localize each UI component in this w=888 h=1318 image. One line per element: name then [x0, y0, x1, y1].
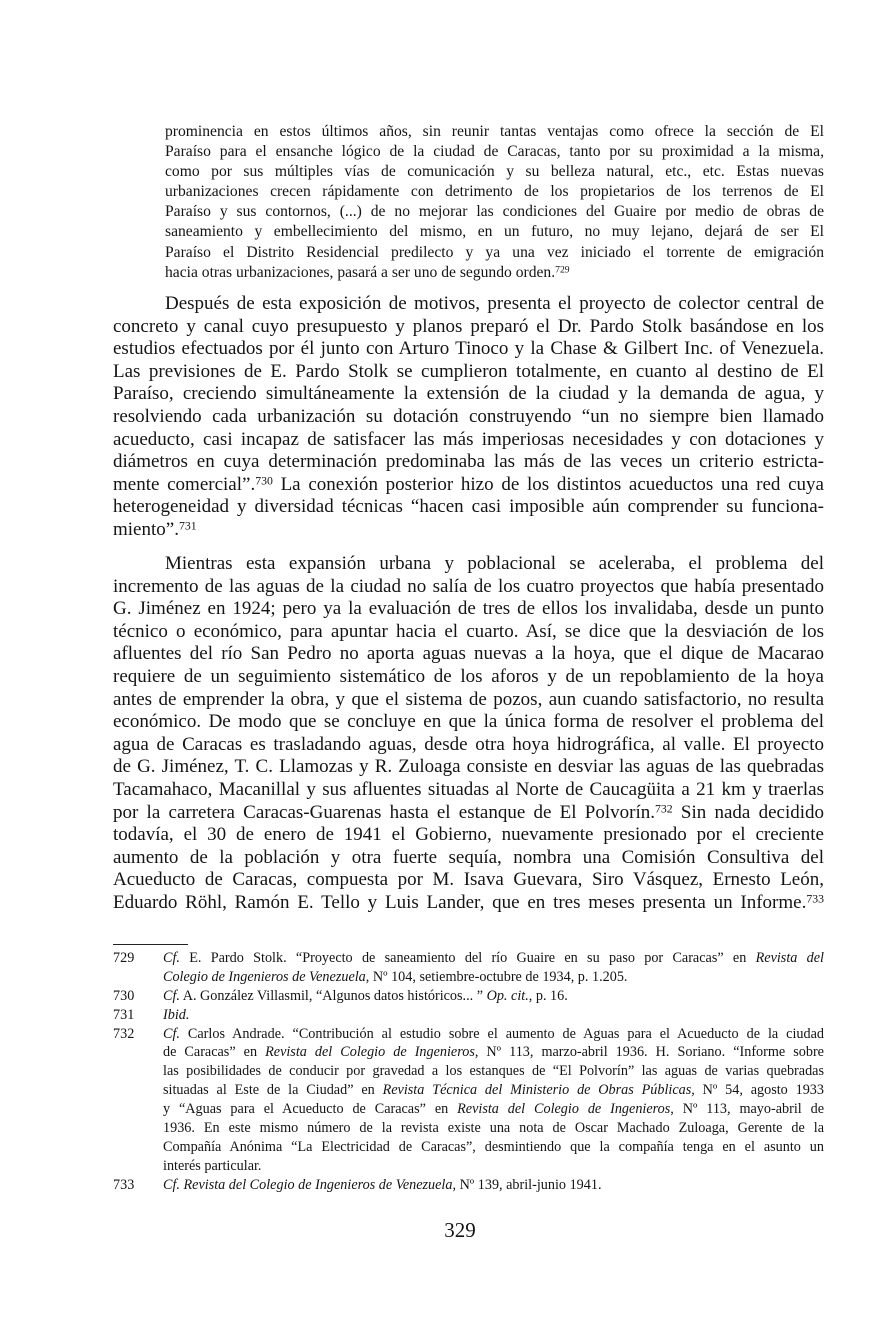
footnote-cf: Cf. — [163, 987, 180, 1004]
footnote-number: 731 — [113, 1006, 135, 1023]
paragraph-line: requiere de un seguimiento sistemático de los aforos y de un repoblamiento de la hoya — [113, 665, 824, 687]
paragraph-line: heterogeneidad y diversidad técnicas “hacen casi imposible aún comprender su funciona- — [113, 496, 824, 518]
footnote-reference[interactable]: 731 — [178, 519, 197, 533]
paragraph-text: Eduardo Röhl, Ramón E. Tello y Luis Lander, que en tres meses presenta un Informe. — [113, 891, 807, 913]
footnote-italic: Colegio de Ingenieros de Venezuela — [163, 968, 366, 985]
footnote-line — [163, 1043, 824, 1062]
footnote-number: 730 — [113, 987, 135, 1004]
quote-line: Paraíso y sus contornos, (...) de no mejorar las condiciones del Guaire por medio de obras de — [165, 203, 824, 221]
paragraph-line: incremento de las aguas de la ciudad no salía de los cuatro proyectos que había presentado — [113, 575, 824, 597]
quote-line: Paraíso para el ensanche lógico de la ciudad de Caracas, tanto por su proximidad a la misma, — [165, 143, 824, 161]
quote-text: hacia otras urbanizaciones, pasará a ser uno de segundo orden. — [165, 263, 556, 281]
footnote-cf: Cf. — [163, 950, 180, 966]
footnote-reference[interactable]: 729 — [555, 264, 570, 276]
quote-line: urbanizaciones crecen rápidamente con detrimento de los propietarios de los terrenos de El — [165, 183, 824, 201]
footnote-732 — [113, 1025, 824, 1176]
footnote-text: de Caracas” en — [163, 1044, 266, 1061]
paragraph-line: G. Jiménez en 1924; pero ya la evaluación de tres de ellos los invalidaba, desde un punto — [113, 598, 824, 620]
footnote-line — [163, 1176, 824, 1195]
paragraph-line: Paraíso, creciendo simultáneamente la extensión de la ciudad y la demanda de agua, y — [113, 383, 824, 405]
footnote-729 — [113, 949, 824, 987]
paragraph-text: Sin nada decidido — [672, 801, 824, 823]
paragraph-line-last — [113, 519, 824, 542]
footnote-text: , Nº 113, marzo-abril 1936. H. Soriano. “Informe sobre — [474, 1044, 824, 1061]
footnote-text: , Nº 104, setiembre-octubre de 1934, p. 1.205. — [365, 968, 628, 985]
footnote-separator — [113, 944, 188, 945]
footnote-reference[interactable]: 730 — [255, 474, 273, 488]
footnote-italic: Revista del — [755, 950, 824, 966]
footnote-text: situadas al Este de la Ciudad” en — [163, 1082, 383, 1099]
footnote-text: , Nº 139, abril-junio 1941. — [452, 1176, 602, 1193]
footnote-italic: Revista del Colegio de Ingenieros — [265, 1044, 475, 1061]
block-quote — [165, 122, 824, 283]
footnote-number: 732 — [113, 1025, 135, 1042]
footnote-reference[interactable]: 733 — [806, 892, 824, 906]
footnote-line — [163, 1025, 824, 1044]
footnote-number: 729 — [113, 950, 135, 966]
paragraph-line — [113, 474, 824, 497]
paragraph-line: estudios efectuados por él junto con Arturo Tinoco y la Chase & Gilbert Inc. of Venezuela. — [113, 338, 824, 360]
paragraph-text: mente comercial”. — [113, 473, 256, 495]
footnote-line: 1936. En este mismo número de la revista existe una nota de Oscar Machado Zuloaga, Gerente de la — [163, 1120, 824, 1137]
footnote-text: Carlos Andrade. “Contribución al estudio sobre el aumento de Aguas para el Acueducto de la ciudad — [179, 1025, 824, 1042]
quote-line-last — [165, 263, 824, 283]
footnote-733 — [113, 1176, 824, 1195]
paragraph-line: Acueducto de Caracas, compuesta por M. Isava Guevara, Siro Vásquez, Ernesto León, — [113, 869, 824, 891]
paragraph-line: Después de esta exposición de motivos, presenta el proyecto de colector central de — [165, 293, 824, 314]
footnote-line — [163, 1006, 824, 1025]
paragraph-text: La conexión posterior hizo de los distintos acueductos una red cuya — [272, 473, 824, 495]
paragraph-text: por la carretera Caracas-Guarenas hasta el estanque de El Polvorín. — [113, 801, 656, 823]
footnote-line — [163, 987, 824, 1006]
paragraph-line: técnico o económico, para apuntar hacia el cuarto. Así, se dice que la desviación de los — [113, 620, 824, 642]
footnote-line: Compañía Anónima “La Electricidad de Caracas”, desmintiendo que la compañía tenga en el asunto un — [163, 1138, 824, 1155]
footnote-reference[interactable]: 732 — [655, 802, 673, 816]
paragraph-line: agua de Caracas es trasladando aguas, desde otra hoya hidrográfica, al valle. El proyecto — [113, 733, 824, 755]
paragraph-line: afluentes del río San Pedro no aporta aguas nuevas a la hoya, que el dique de Macarao — [113, 643, 824, 665]
footnote-line — [163, 1100, 824, 1119]
footnote-730 — [113, 987, 824, 1006]
paragraph-line: Las previsiones de E. Pardo Stolk se cumplieron totalmente, en cuanto al destino de El — [113, 360, 824, 382]
footnote-cf: Cf. — [163, 1176, 180, 1193]
footnote-italic: Op. cit. — [486, 987, 529, 1004]
footnote-italic: Revista del Colegio de Ingenieros, — [457, 1101, 674, 1118]
footnote-number: 733 — [113, 1176, 135, 1193]
paragraph-line: concreto y canal cuyo presupuesto y planos preparó el Dr. Pardo Stolk basándose en los — [113, 315, 824, 337]
quote-line: como por sus múltiples vías de comunicación y su belleza natural, etc., etc. Estas nuevas — [165, 163, 824, 181]
body-paragraph — [113, 293, 824, 542]
footnotes — [113, 949, 824, 1195]
footnote-line — [163, 949, 824, 968]
paragraph-line — [113, 892, 824, 915]
paragraph-line: Mientras esta expansión urbana y poblacional se aceleraba, el problema del — [165, 553, 824, 574]
paragraph-line: antes de emprender la obra, y que el sistema de pozos, aun cuando satisfactorio, no resulta — [113, 688, 824, 710]
paragraph-line: diámetros en cuya determinación predominaba las más de las veces un criterio estricta- — [113, 451, 824, 473]
footnote-text: Nº 113, mayo-abril de — [673, 1101, 824, 1118]
footnote-line — [163, 968, 824, 987]
footnote-text: Nº 54, agosto 1933 — [694, 1082, 824, 1099]
paragraph-line: de G. Jiménez, T. C. Llamozas y R. Zuloaga consiste en desviar las aguas de las quebradas — [113, 756, 824, 778]
footnote-cf: Cf. — [163, 1025, 180, 1042]
paragraph-line: Tacamahaco, Macanillal y sus afluentes situadas al Norte de Caucagüita a 21 km y traerlas — [113, 778, 824, 800]
footnote-italic: Revista Técnica del Ministerio de Obras Públicas, — [382, 1082, 695, 1099]
footnote-731 — [113, 1006, 824, 1025]
paragraph-line — [113, 802, 824, 825]
footnote-text: , p. 16. — [528, 987, 568, 1004]
paragraph-line: todavía, el 30 de enero de 1941 el Gobierno, nuevamente presionado por el creciente — [113, 824, 824, 846]
paragraph-line: resolviendo cada urbanización su dotación construyendo “un no siempre bien llamado — [113, 405, 824, 427]
footnote-line: interés particular. — [163, 1157, 262, 1174]
paragraph-text: miento”. — [113, 518, 179, 540]
footnote-line: las posibilidades de conducir por gravedad a los estanques de “El Polvorín” las aguas de varias quebradas — [163, 1063, 824, 1080]
paragraph-line: acueducto, casi incapaz de satisfacer las más imperiosas necesidades y con dotaciones y — [113, 428, 824, 450]
paragraph-line: económico. De modo que se concluye en que la única forma de resolver el problema del — [113, 711, 824, 733]
footnote-text: y “Aguas para el Acueducto de Caracas” en — [163, 1101, 458, 1118]
footnote-text: A. González Villasmil, “Algunos datos históricos... ” — [179, 987, 487, 1004]
footnote-text: E. Pardo Stolk. “Proyecto de saneamiento del río Guaire en su paso por Caracas” en — [179, 950, 756, 966]
footnote-line — [163, 1081, 824, 1100]
footnote-italic: Revista del Colegio de Ingenieros de Venezuela — [179, 1176, 453, 1193]
quote-line: saneamiento y embellecimiento del mismo, en un futuro, no muy lejano, dejará de ser El — [165, 223, 824, 241]
page-number: 329 — [444, 1218, 476, 1242]
quote-line: Paraíso el Distrito Residencial predilecto y ya una vez iniciado el torrente de emigración — [165, 243, 824, 261]
footnote-italic: Ibid. — [163, 1006, 190, 1023]
body-paragraph — [113, 553, 824, 915]
paragraph-line: aumento de la población y otra fuerte sequía, nombra una Comisión Consultiva del — [113, 846, 824, 868]
quote-line: prominencia en estos últimos años, sin reunir tantas ventajas como ofrece la sección de El — [165, 123, 824, 140]
